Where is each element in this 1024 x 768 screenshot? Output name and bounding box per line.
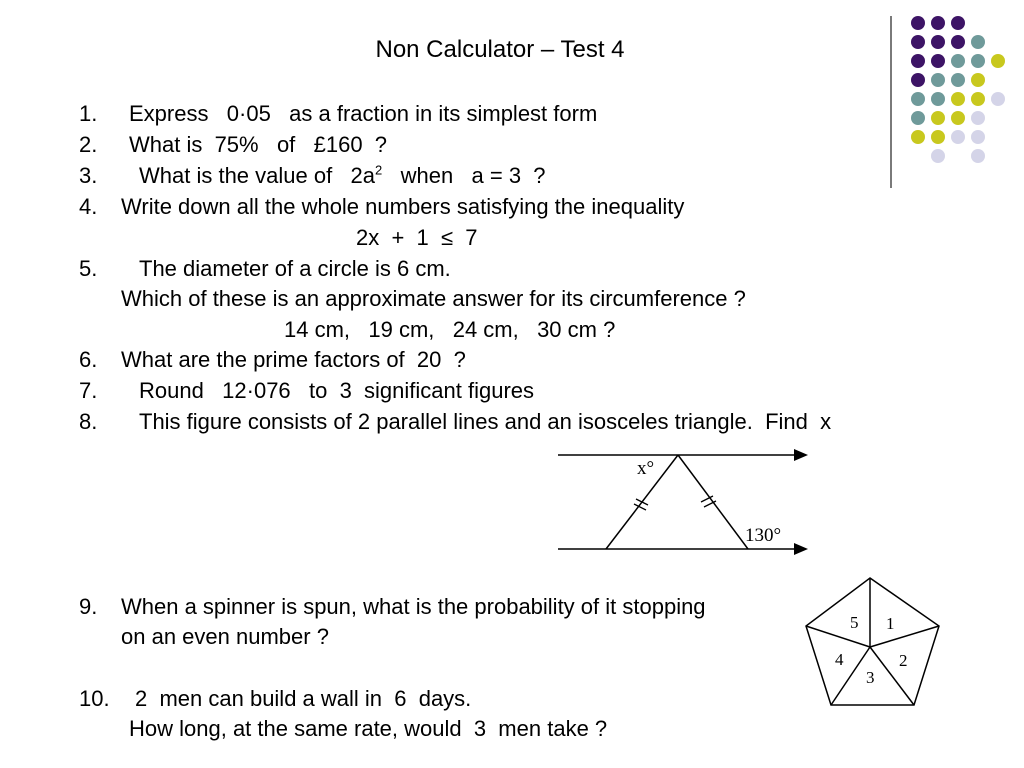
dot — [971, 149, 985, 163]
q9-number: 9. — [79, 594, 98, 619]
dot — [971, 111, 985, 125]
q3-text-a: What is the value of 2a — [139, 163, 376, 188]
dot — [951, 16, 965, 30]
parallel-lines-figure — [550, 444, 820, 584]
q9-text2: on an even number ? — [121, 624, 329, 649]
q3-exponent: 2 — [375, 162, 383, 178]
q10-text: 2 men can build a wall in 6 days. — [135, 686, 472, 711]
dot — [911, 54, 925, 68]
page-title: Non Calculator – Test 4 — [375, 36, 625, 63]
dot — [911, 111, 925, 125]
dot — [951, 54, 965, 68]
dot — [951, 35, 965, 49]
dot — [911, 73, 925, 87]
q8-text: This figure consists of 2 parallel lines and an isosceles triangle. Find x — [139, 409, 832, 434]
dot — [931, 16, 945, 30]
q5-options: 14 cm, 19 cm, 24 cm, 30 cm ? — [284, 317, 616, 342]
dot — [971, 130, 985, 144]
dot — [951, 130, 965, 144]
q2-number: 2. — [79, 132, 98, 157]
q7-text: Round 12·076 to 3 significant figures — [139, 378, 535, 403]
q5-text: The diameter of a circle is 6 cm. — [139, 256, 451, 281]
dot — [931, 149, 945, 163]
spinner-section-4: 4 — [835, 650, 844, 669]
dot — [951, 111, 965, 125]
dot — [951, 92, 965, 106]
q7-number: 7. — [79, 378, 98, 403]
dot — [931, 111, 945, 125]
q1-number: 1. — [79, 101, 98, 126]
bottom-arrow-icon — [794, 543, 808, 555]
dot — [971, 54, 985, 68]
dot — [911, 130, 925, 144]
q3-number: 3. — [79, 163, 98, 188]
q6-number: 6. — [79, 347, 98, 372]
dot — [971, 73, 985, 87]
q4-text: Write down all the whole numbers satisfying the inequality — [121, 194, 685, 219]
spinner-section-5: 5 — [850, 613, 859, 632]
dot — [971, 92, 985, 106]
divider-line — [890, 16, 892, 188]
q9-text: When a spinner is spun, what is the probability of it stopping — [121, 594, 706, 619]
dot — [931, 92, 945, 106]
dot — [991, 54, 1005, 68]
spinner-section-3: 3 — [866, 668, 875, 687]
dot — [931, 35, 945, 49]
dot — [971, 35, 985, 49]
dot — [911, 16, 925, 30]
q1-text: Express 0·05 as a fraction in its simplest form — [129, 101, 598, 126]
dot — [911, 35, 925, 49]
right-tick-marks-icon — [701, 496, 716, 507]
angle-x-label: x° — [637, 458, 655, 479]
q10-number: 10. — [79, 686, 110, 711]
top-arrow-icon — [794, 449, 808, 461]
q4-number: 4. — [79, 194, 98, 219]
angle-130-label: 130° — [745, 525, 782, 546]
dot — [931, 130, 945, 144]
q6-text: What are the prime factors of 20 ? — [121, 347, 466, 372]
dot — [951, 73, 965, 87]
q4-inequality: 2x + 1 ≤ 7 — [356, 225, 478, 250]
dot — [931, 54, 945, 68]
dot — [931, 73, 945, 87]
q3-text-b: when a = 3 ? — [382, 163, 546, 188]
q5-text2: Which of these is an approximate answer for its circumference ? — [121, 286, 746, 311]
q5-number: 5. — [79, 256, 98, 281]
q8-number: 8. — [79, 409, 98, 434]
spinner-section-1: 1 — [886, 614, 895, 633]
spinner-section-2: 2 — [899, 651, 908, 670]
dot — [991, 92, 1005, 106]
pentagon-spinner — [800, 575, 945, 710]
q3-text — [139, 163, 546, 189]
q10-text2: How long, at the same rate, would 3 men take ? — [129, 716, 608, 741]
dot — [911, 92, 925, 106]
q2-text: What is 75% of £160 ? — [129, 132, 388, 157]
